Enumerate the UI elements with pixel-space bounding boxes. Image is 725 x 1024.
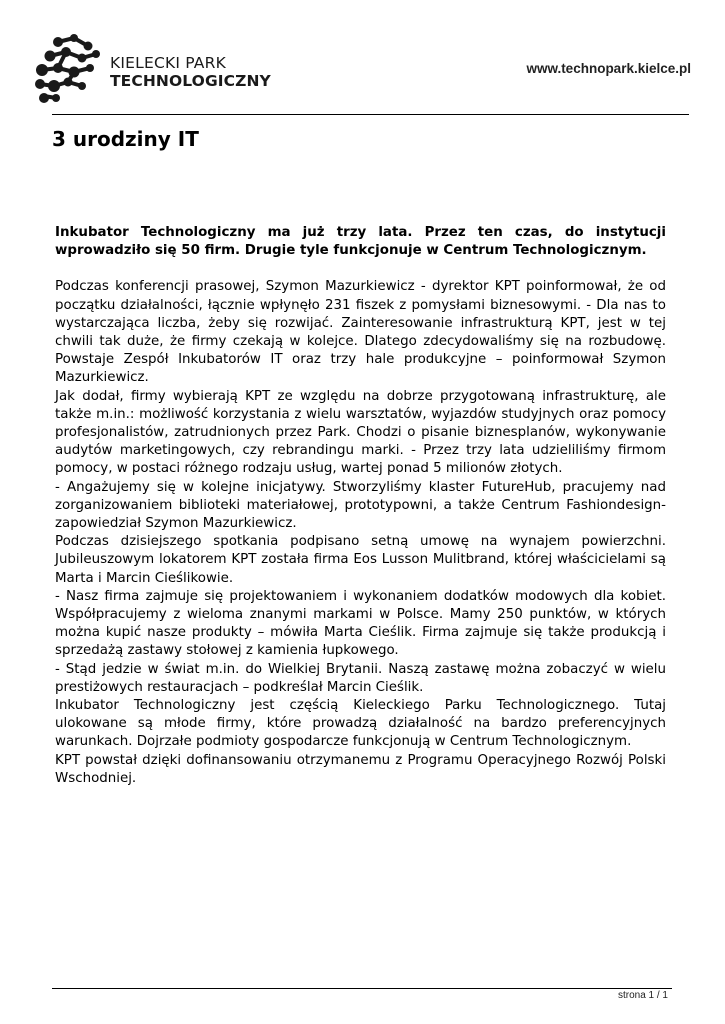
article-paragraph: Podczas konferencji prasowej, Szymon Mazurkiewicz - dyrektor KPT poinformował, że od początku działalności, łącznie wpłynęło 231 fiszek z pomysłami biznesowymi. - Dla nas to wystarczająca liczba, żeby się rozwijać. Zainteresowanie infrastrukturą KPT, jest w tej chwili tak duże, że firmy czekają w kolejce. Dlatego zdecydowaliśmy się na rozbudowę. Powstaje Zespół Inkubatorów IT oraz trzy hale produkcyjne – poinformował Szymon Mazurkiewicz. xyxy=(55,279,666,386)
article-paragraph: KPT powstał dzięki dofinansowaniu otrzymanemu z Programu Operacyjnego Rozwój Polski Wschodniej. xyxy=(55,752,666,786)
site-url-link[interactable]: www.technopark.kielce.pl xyxy=(526,61,691,76)
kpt-molecule-logo-icon xyxy=(30,30,110,106)
article-body xyxy=(55,224,666,788)
page-header xyxy=(0,0,725,116)
logo-line-2: TECHNOLOGICZNY xyxy=(110,72,271,90)
article-lead: Inkubator Technologiczny ma już trzy lata. Przez ten czas, do instytucji wprowadziło się 50 firm. Drugie tyle funkcjonuje w Centrum Technologicznym. xyxy=(55,225,666,259)
header-divider xyxy=(52,114,689,115)
page-number: strona 1 / 1 xyxy=(617,990,668,1001)
kpt-logo[interactable] xyxy=(30,30,271,106)
article-title: 3 urodziny IT xyxy=(52,127,199,151)
article-paragraph: - Nasz firma zajmuje się projektowaniem i wykonaniem dodatków modowych dla kobiet. Współpracujemy z wieloma znanymi markami w Polsce. Mamy 250 punktów, w których można kupić nasze produkty – mówiła Marta Cieślik. Firma zajmuje się także produkcją i sprzedażą zastawy stołowej z kamienia łupkowego. xyxy=(55,588,666,659)
article-paragraph: - Stąd jedzie w świat m.in. do Wielkiej Brytanii. Naszą zastawę można zobaczyć w wielu prestiżowych restauracjach – podkreślał Marcin Cieślik. xyxy=(55,661,666,695)
logo-line-1: KIELECKI PARK xyxy=(110,54,226,72)
article-paragraph: Jak dodał, firmy wybierają KPT ze względu na dobrze przygotowaną infrastrukturę, ale także m.in.: możliwość korzystania z wielu warsztatów, wyjazdów studyjnych oraz pomocy profesjonalistów, zatrudnionych przez Park. Chodzi o pisanie biznesplanów, wykonywanie audytów marketingowych, czy rebrandingu marki. - Przez trzy lata udzieliliśmy firmom pomocy, w postaci różnego rodzaju usług, wartej ponad 5 milionów złotych. xyxy=(55,388,666,477)
article-paragraph: Podczas dzisiejszego spotkania podpisano setną umowę na wynajem powierzchni. Jubileuszowym lokatorem KPT została firma Eos Lusson Mulitbrand, której właścicielami są Marta i Marcin Cieślikowie. xyxy=(55,534,666,586)
article-paragraph: - Angażujemy się w kolejne inicjatywy. Stworzyliśmy klaster FutureHub, pracujemy nad zorganizowaniem biblioteki materiałowej, prototypowni, a także Centrum Fashiondesign- zapowiedział Szymon Mazurkiewicz. xyxy=(55,479,666,532)
article-paragraph: Inkubator Technologiczny jest częścią Kieleckiego Parku Technologicznego. Tutaj ulokowane są młode firmy, które prowadzą działalność na bardzo preferencyjnych warunkach. Dojrzałe podmioty gospodarcze funkcjonują w Centrum Technologicznym. xyxy=(55,698,666,750)
logo-text xyxy=(110,54,271,90)
footer-divider xyxy=(52,988,672,989)
